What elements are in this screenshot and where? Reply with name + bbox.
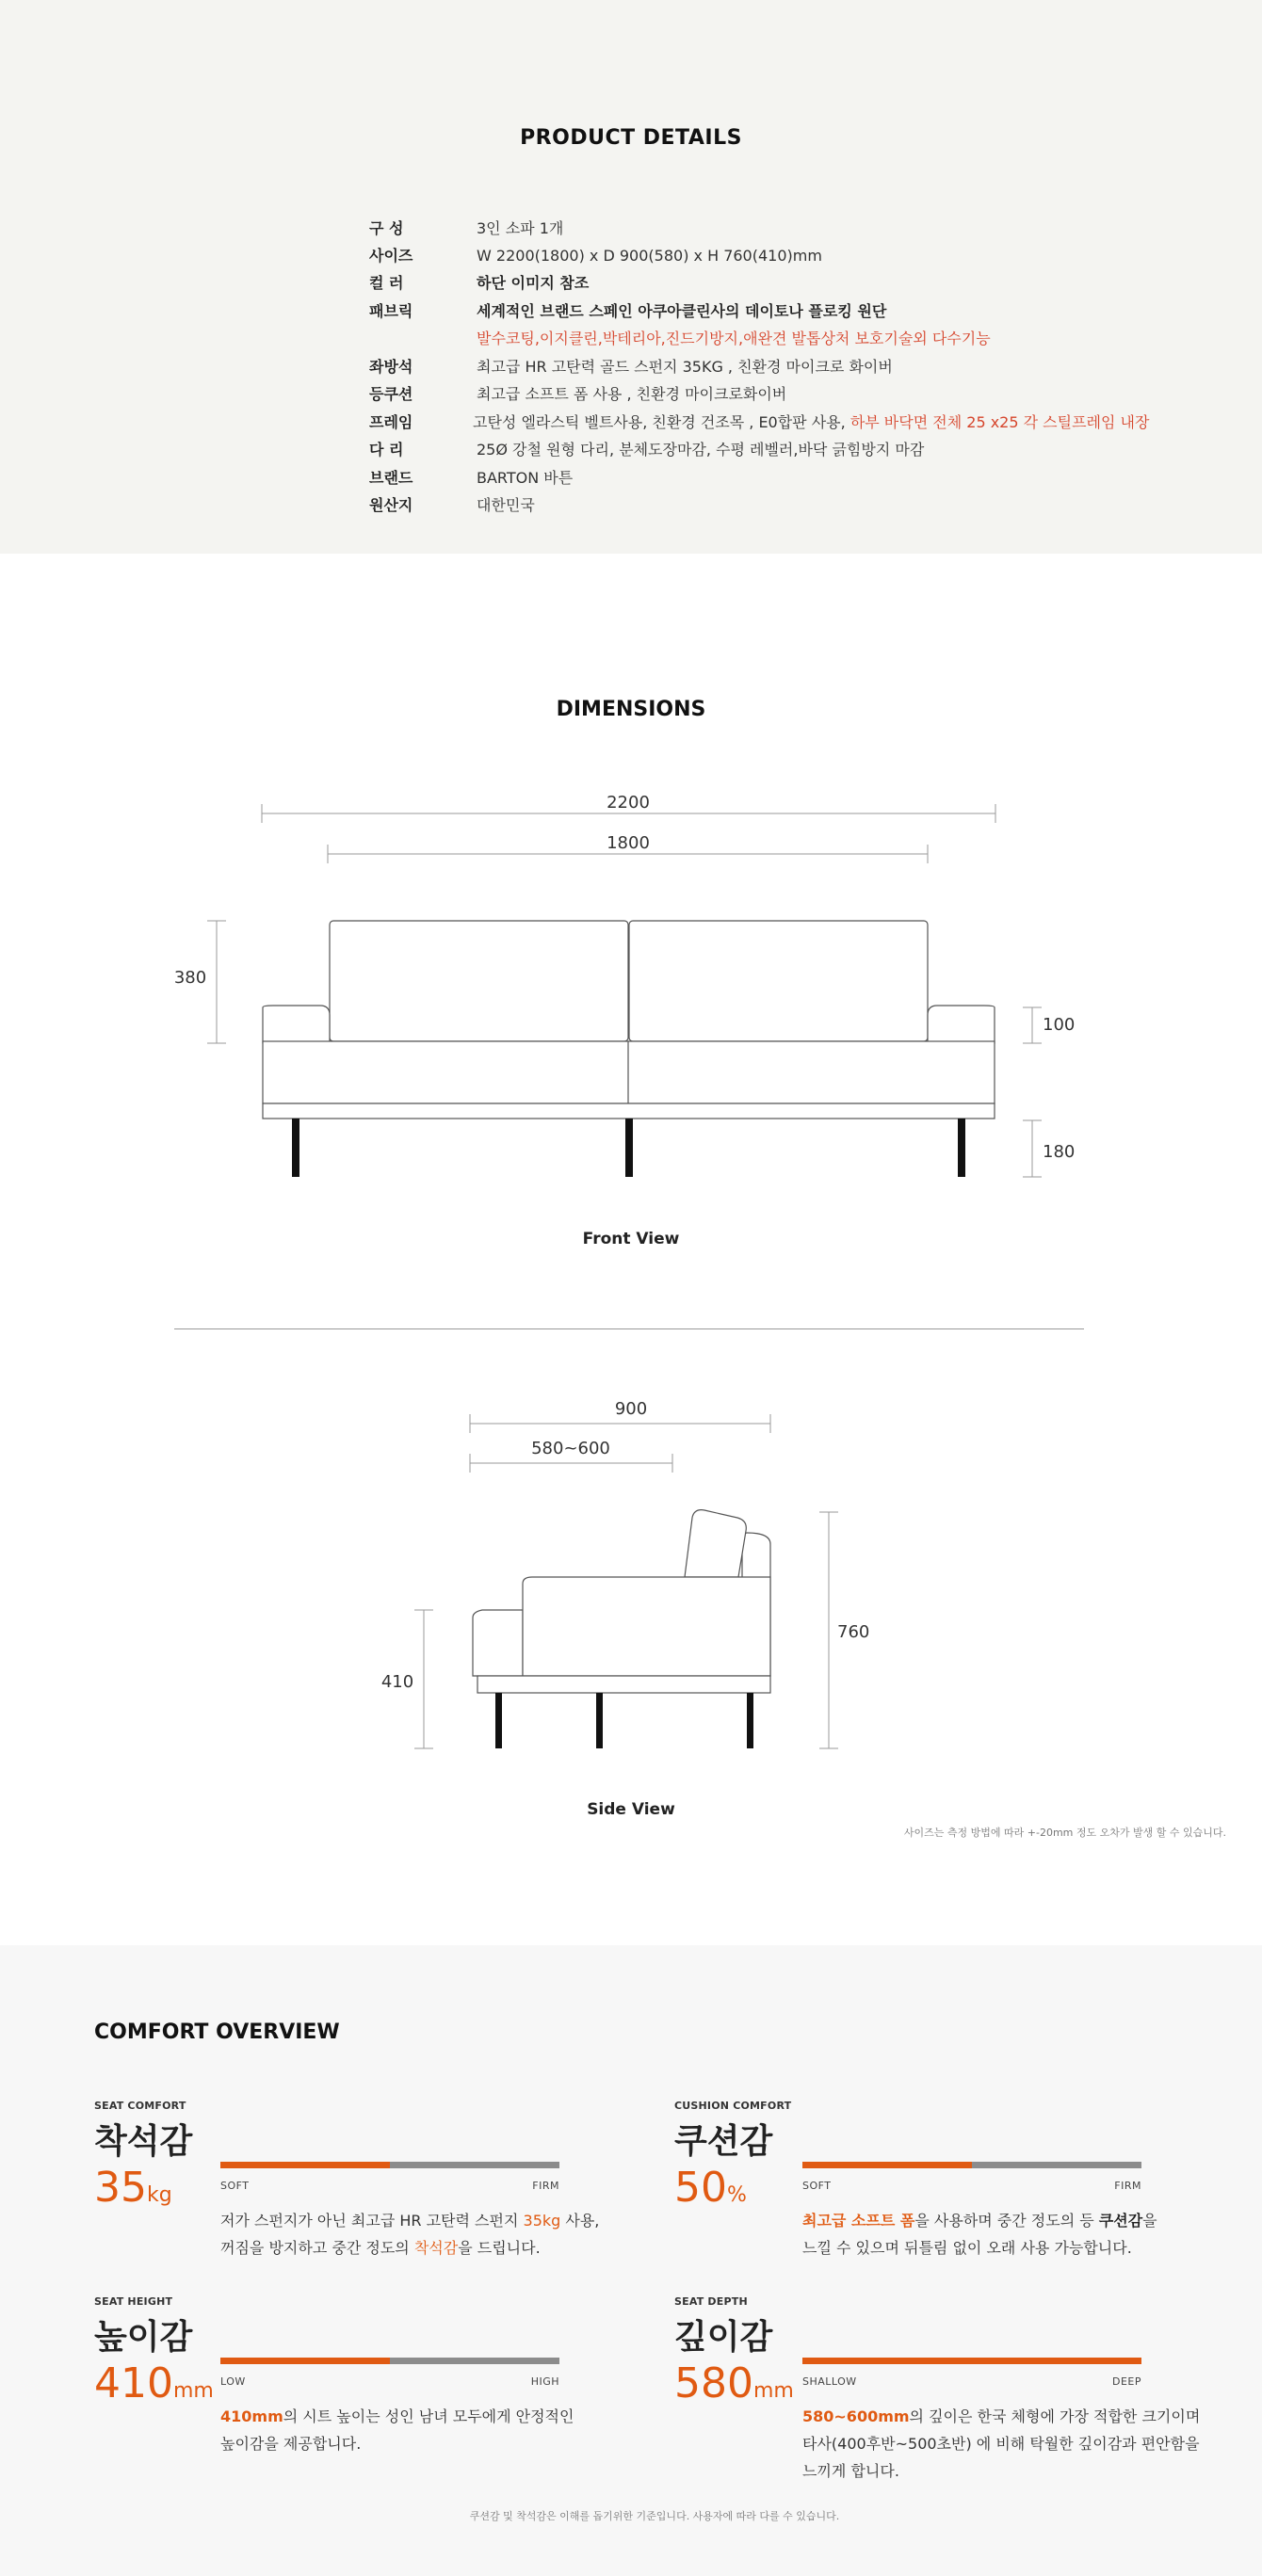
metric-scale-low: SOFT	[220, 2180, 250, 2192]
metric-scale-low: SHALLOW	[802, 2375, 857, 2388]
spec-value: 세계적인 브랜드 스페인 아쿠아클린사의 데이토나 플로킹 원단	[477, 302, 887, 320]
spec-value-highlight: 발수코팅,이지클린,박테리아,진드기방지,애완견 발톱상처 보호기술외 다수기능	[477, 330, 991, 347]
spec-label: 좌방석	[369, 358, 413, 376]
spec-value: W 2200(1800) x D 900(580) x H 760(410)mm	[477, 247, 822, 265]
spec-row-fabric	[369, 298, 1217, 326]
metric-value	[674, 2164, 747, 2212]
metric-level-bar	[802, 2162, 1141, 2168]
spec-label: 브랜드	[369, 469, 413, 487]
desc-highlight: 35kg	[523, 2212, 561, 2230]
metric-unit: kg	[147, 2183, 172, 2207]
metric-title: 깊이감	[674, 2318, 773, 2357]
desc-emphasis: 쿠션감	[1098, 2212, 1143, 2230]
metric-description	[802, 2207, 1207, 2262]
metric-unit: mm	[752, 2379, 794, 2403]
spec-value: 최고급 소프트 폼 사용 , 친환경 마이크로화이버	[477, 385, 787, 403]
spec-value: 대한민국	[477, 496, 535, 514]
metric-scale-low: SOFT	[802, 2180, 832, 2192]
metric-scale-high: DEEP	[1111, 2375, 1141, 2388]
side-view-drawing	[0, 1384, 1262, 1761]
metric-seat-height	[94, 2295, 622, 2484]
spec-row-brand	[369, 464, 1217, 492]
metric-description	[802, 2403, 1217, 2485]
metric-value	[674, 2359, 794, 2407]
front-view-caption: Front View	[582, 1230, 680, 1248]
metric-value	[94, 2164, 172, 2212]
spec-value	[473, 409, 1149, 437]
metric-eyebrow: SEAT COMFORT	[94, 2100, 186, 2112]
metric-scale-high: FIRM	[532, 2180, 559, 2192]
metric-eyebrow: SEAT DEPTH	[674, 2295, 748, 2308]
dim-label-arm-height: 100	[1043, 1015, 1076, 1035]
metric-number: 410	[94, 2359, 173, 2407]
spec-value-highlight: 하부 바닥면 전체 25 x25 각 스틸프레임 내장	[849, 413, 1150, 431]
side-view-caption: Side View	[587, 1800, 675, 1819]
metric-number: 50	[674, 2164, 727, 2212]
metric-title: 쿠션감	[674, 2122, 773, 2161]
dim-label-overall-width: 2200	[607, 793, 650, 813]
desc-highlight: 410mm	[220, 2407, 283, 2425]
metric-title: 착석감	[94, 2122, 193, 2161]
spec-row-legs	[369, 436, 1217, 464]
desc-text: 꺼짐을 방지하고 중간 정도의	[220, 2239, 414, 2257]
spec-label: 컬 러	[369, 274, 404, 292]
spec-row-frame	[369, 409, 1217, 437]
desc-text: 을 사용하며 중간 정도의 등	[914, 2212, 1099, 2230]
metric-unit: mm	[172, 2379, 214, 2403]
sofa-side-outline	[473, 1510, 770, 1693]
dim-label-seat-depth: 580~600	[531, 1439, 610, 1458]
spec-value: BARTON 바튼	[477, 469, 574, 487]
metric-eyebrow: CUSHION COMFORT	[674, 2100, 792, 2112]
spec-row-seat-cushion	[369, 353, 1217, 381]
metric-level-bar	[220, 2358, 559, 2364]
spec-row-origin	[369, 491, 1217, 520]
dim-label-seat-height: 410	[380, 1672, 414, 1692]
spec-row-size	[369, 242, 1217, 270]
spec-label: 원산지	[369, 496, 413, 514]
desc-highlight: 580~600mm	[802, 2407, 910, 2425]
sofa-front-outline	[263, 921, 995, 1119]
spec-value-text: 고탄성 엘라스틱 벨트사용, 친환경 건조목 , E0합판 사용,	[473, 413, 850, 431]
metric-cushion-comfort	[674, 2100, 1202, 2288]
spec-value: 하단 이미지 참조	[477, 274, 590, 292]
metric-description	[220, 2207, 625, 2262]
metric-scale-high: FIRM	[1114, 2180, 1141, 2192]
sofa-side-legs	[495, 1693, 753, 1748]
metric-value	[94, 2359, 214, 2407]
section-divider	[174, 1328, 1084, 1329]
dim-label-total-height: 760	[837, 1622, 870, 1642]
spec-label: 패브릭	[369, 302, 413, 320]
metric-level-fill	[220, 2358, 390, 2364]
metric-level-bar	[802, 2358, 1141, 2364]
desc-text: 높이감을 제공합니다.	[220, 2435, 362, 2453]
front-view-drawing	[0, 772, 1262, 1186]
spec-label: 프레임	[369, 413, 413, 431]
metric-scale-high: HIGH	[530, 2375, 559, 2388]
metric-number: 580	[674, 2359, 753, 2407]
spec-row-color	[369, 269, 1217, 298]
metric-number: 35	[94, 2164, 147, 2212]
metric-level-bar	[220, 2162, 559, 2168]
dim-label-leg-height: 180	[1043, 1142, 1076, 1162]
dim-label-back-height: 380	[173, 968, 207, 988]
desc-text: 느낄 수 있으며 뒤틀림 없이 오래 사용 가능합니다.	[802, 2239, 1132, 2257]
comfort-disclaimer-note: 쿠션감 및 착석감은 이해를 돕기위한 기준입니다. 사용자에 따라 다를 수 있습니다.	[469, 2510, 840, 2522]
size-tolerance-note: 사이즈는 측정 방법에 따라 +-20mm 정도 오차가 발생 할 수 있습니다.	[903, 1827, 1226, 1839]
dim-label-depth: 900	[614, 1399, 648, 1419]
desc-text: 을 드립니다.	[458, 2239, 541, 2257]
metric-unit: %	[727, 2183, 747, 2207]
spec-value: 최고급 HR 고탄력 골드 스펀지 35KG , 친환경 마이크로 화이버	[477, 358, 893, 376]
spec-label: 사이즈	[369, 247, 413, 265]
metric-level-fill	[802, 2358, 1141, 2364]
dimensions-title: DIMENSIONS	[556, 698, 706, 721]
metric-description	[220, 2403, 625, 2457]
metric-scale-low: LOW	[220, 2375, 246, 2388]
desc-highlight: 착석감	[413, 2239, 459, 2257]
spec-label: 구 성	[369, 219, 404, 237]
desc-text: 의 시트 높이는 성인 남녀 모두에게 안정적인	[283, 2407, 574, 2425]
dim-label-inner-width: 1800	[607, 833, 650, 853]
spec-row-composition	[369, 215, 1217, 243]
desc-text: 을	[1142, 2212, 1157, 2230]
spec-row-fabric-features	[369, 325, 1217, 353]
comfort-overview-section	[0, 1945, 1262, 2576]
spec-label: 등쿠션	[369, 385, 413, 403]
desc-text: 저가 스펀지가 아닌 최고급 HR 고탄력 스펀지	[220, 2212, 524, 2230]
sofa-front-legs	[292, 1119, 965, 1177]
comfort-overview-title: COMFORT OVERVIEW	[94, 2021, 340, 2044]
desc-text: 느끼게 합니다.	[802, 2462, 899, 2480]
metric-title: 높이감	[94, 2318, 193, 2357]
spec-value: 25Ø 강철 원형 다리, 분체도장마감, 수평 레벨러,바닥 긁힘방지 마감	[477, 441, 925, 459]
metric-level-fill	[802, 2162, 972, 2168]
metric-seat-comfort	[94, 2100, 622, 2288]
product-details-title: PRODUCT DETAILS	[520, 126, 742, 150]
metric-level-fill	[220, 2162, 390, 2168]
desc-highlight: 최고급 소프트 폼	[802, 2212, 915, 2230]
spec-value: 3인 소파 1개	[477, 219, 564, 237]
desc-text: 의 깊이은 한국 체형에 가장 적합한 크기이며	[909, 2407, 1201, 2425]
spec-label: 다 리	[369, 441, 404, 459]
spec-row-back-cushion	[369, 380, 1217, 409]
product-details-section	[0, 0, 1262, 554]
metric-seat-depth	[674, 2295, 1202, 2484]
desc-text: 사용,	[560, 2212, 600, 2230]
metric-eyebrow: SEAT HEIGHT	[94, 2295, 173, 2308]
desc-text: 타사(400후반~500초반) 에 비해 탁월한 깊이감과 편안함을	[802, 2435, 1200, 2453]
